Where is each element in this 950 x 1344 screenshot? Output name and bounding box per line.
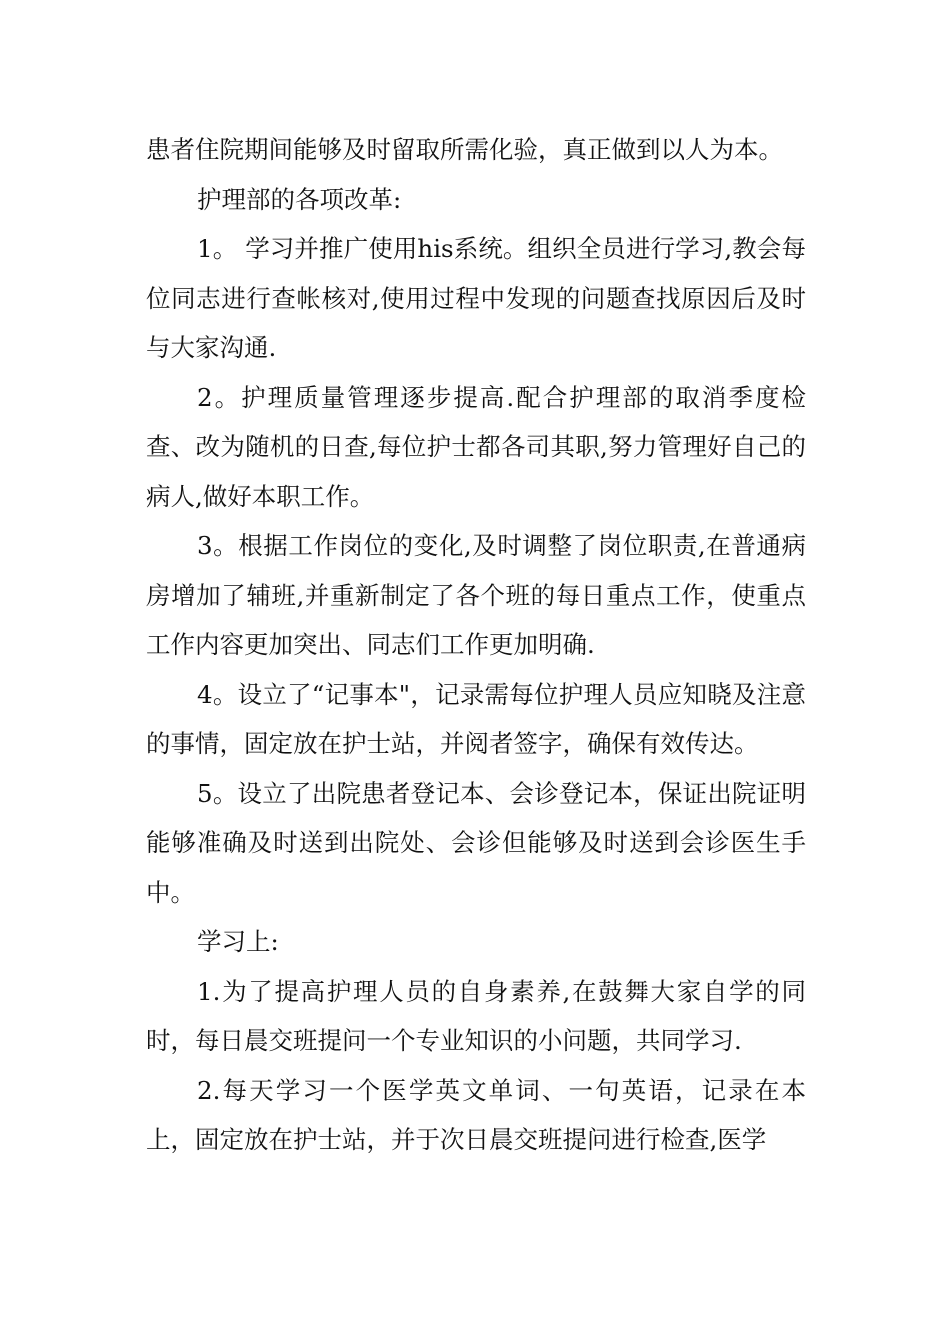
reform-item-2: 2。护理质量管理逐步提高.配合护理部的取消季度检查、改为随机的日查,每位护士都各司其职,努力管理好自己的病人,做好本职工作。 bbox=[146, 382, 806, 511]
reform-item-1: 1。 学习并推广使用his系统。组织全员进行学习,教会每位同志进行查帐核对,使用过程中发现的问题查找原因后及时与大家沟通. bbox=[146, 234, 806, 362]
reform-item-4: 4。设立了“记事本"，记录需每位护理人员应知晓及注意的事情，固定放在护士站，并阅者签字，确保有效传达。 bbox=[146, 679, 806, 758]
study-item-2: 2.每天学习一个医学英文单词、一句英语，记录在本上，固定放在护士站，并于次日晨交班提问进行检查,医学 bbox=[146, 1075, 806, 1154]
study-item-1: 1.为了提高护理人员的自身素养,在鼓舞大家自学的同时，每日晨交班提问一个专业知识的小问题，共同学习. bbox=[146, 976, 806, 1055]
section-heading-nursing-reforms: 护理部的各项改革: bbox=[197, 184, 402, 214]
reform-item-3: 3。根据工作岗位的变化,及时调整了岗位职责,在普通病房增加了辅班,并重新制定了各个班的每日重点工作，使重点工作内容更加突出、同志们工作更加明确. bbox=[146, 531, 806, 659]
reform-item-5: 5。设立了出院患者登记本、会诊登记本，保证出院证明能够准确及时送到出院处、会诊但能够及时送到会诊医生手中。 bbox=[146, 778, 806, 907]
section-heading-study: 学习上: bbox=[197, 927, 279, 956]
document-body bbox=[146, 125, 806, 1165]
paragraph-continuation: 患者住院期间能够及时留取所需化验，真正做到以人为本。 bbox=[146, 135, 783, 164]
